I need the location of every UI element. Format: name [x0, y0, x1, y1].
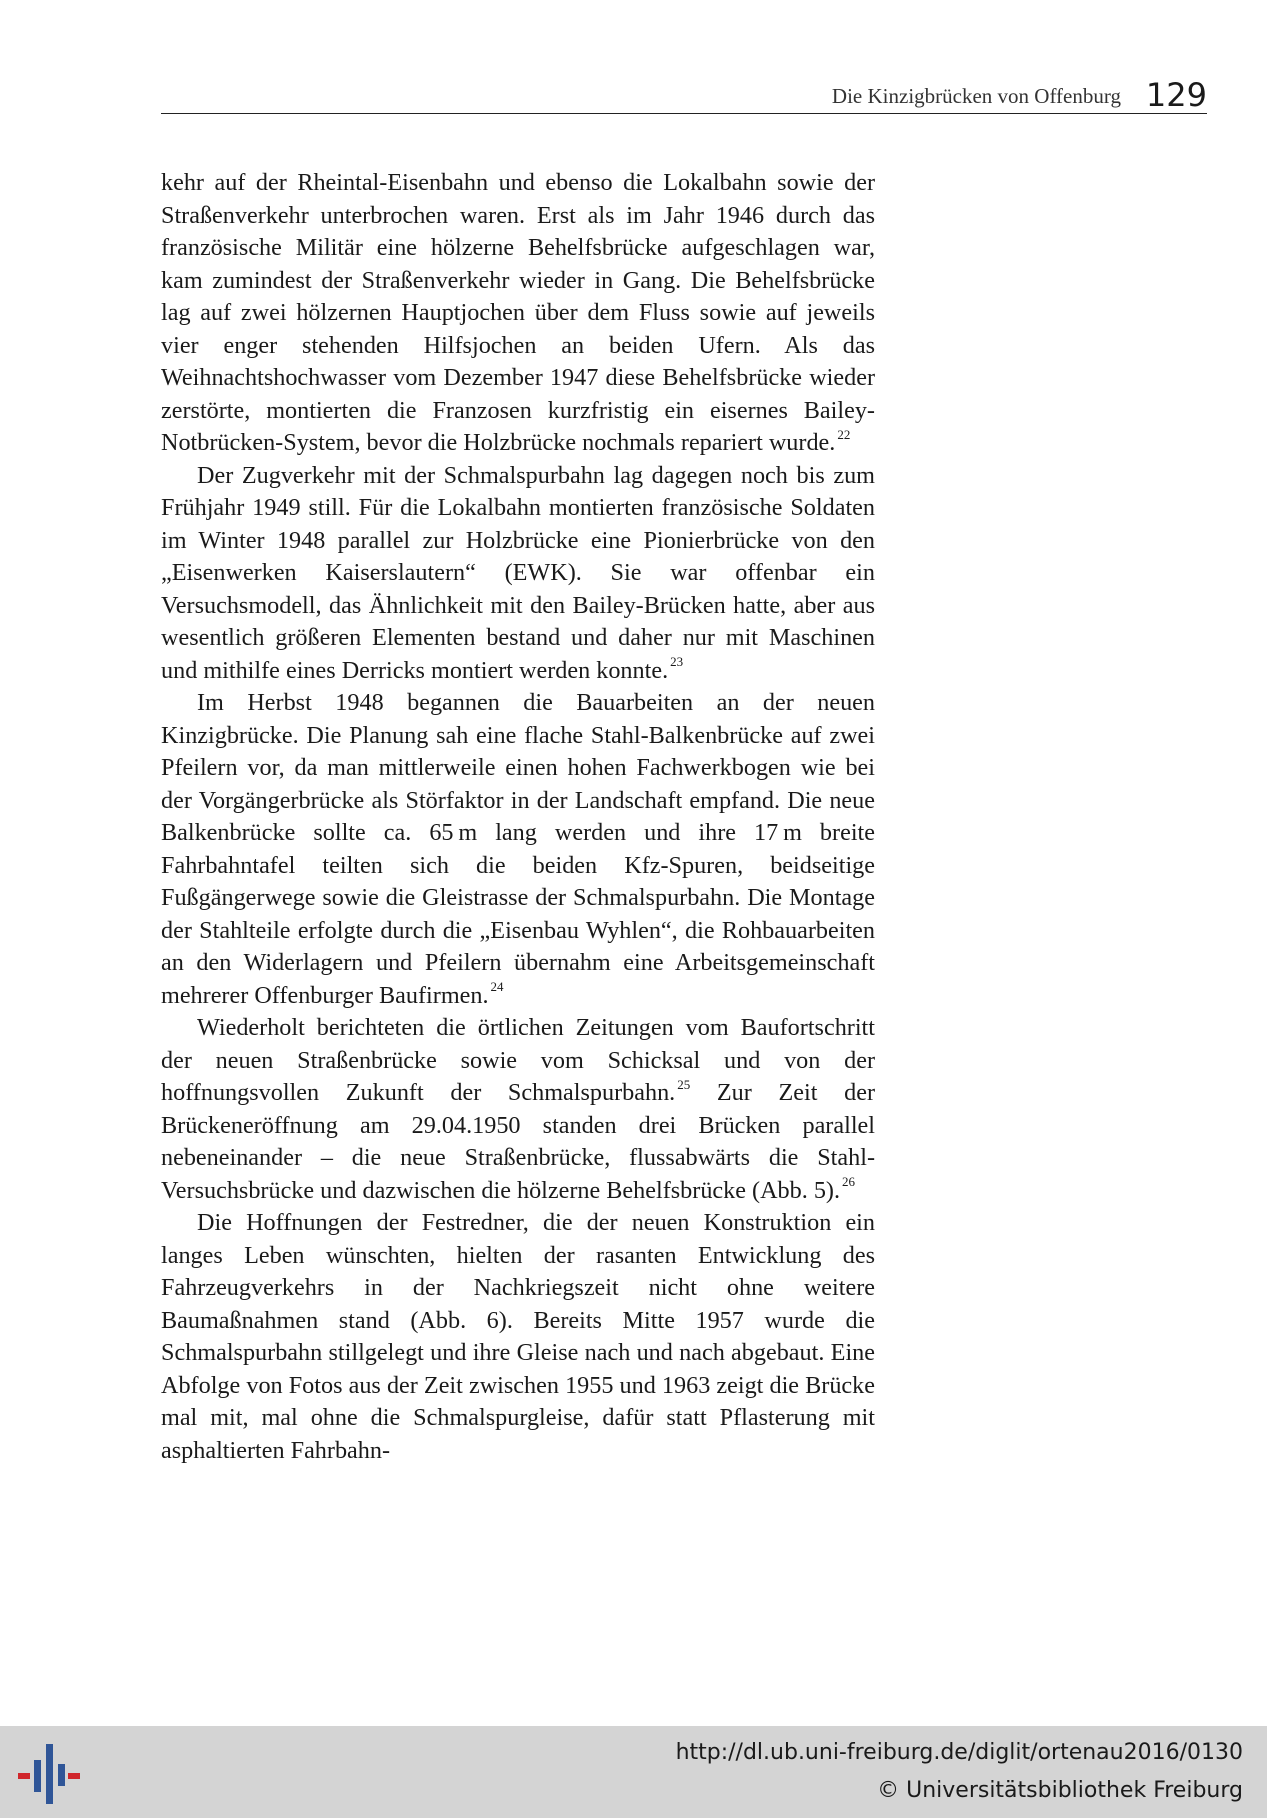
- running-header: [161, 78, 1207, 114]
- footnote-ref[interactable]: 24: [490, 979, 504, 995]
- paragraph-4: [161, 1012, 875, 1207]
- paragraph-text: kehr auf der Rheintal-Eisenbahn und ebenso die Lokalbahn sowie der Straßenverkehr unterbrochen waren. Erst als im Jahr 1946 durch das französische Militär eine hölzerne Behelfsbrücke aufgeschlagen war, kam zumindest der Straßenverkehr wieder in Gang. Die Behelfsbrücke lag auf zwei hölzernen Hauptjochen über dem Fluss sowie auf jeweils vier enger stehenden Hilfsjochen an beiden Ufern. Als das Weihnachtshochwasser vom Dezember 1947 diese Behelfsbrücke wieder zerstörte, montierten die Franzosen kurzfristig ein eisernes Bailey-Notbrücken-System, bevor die Holzbrücke nochmals repariert wurde.: [161, 169, 875, 456]
- paragraph-2: [161, 460, 875, 688]
- footer-copyright: © Universitätsbibliothek Freiburg: [877, 1778, 1243, 1803]
- paragraph-1: [161, 167, 875, 460]
- footnote-ref[interactable]: 25: [677, 1076, 691, 1092]
- paragraph-text: Der Zugverkehr mit der Schmalspurbahn lag dagegen noch bis zum Frühjahr 1949 still. Für die Lokalbahn montierten französische Soldaten im Winter 1948 parallel zur Holzbrücke eine Pionierbrücke von den „Eisenwerken Kaiserslautern“ (EWK). Sie war offenbar ein Versuchsmodell, das Ähnlichkeit mit den Bailey-Brücken hatte, aber aus wesentlich größeren Elementen bestand und daher nur mit Maschinen und mithilfe eines Derricks montiert werden konnte.: [161, 461, 875, 684]
- paragraph-text: Wiederholt berichteten die örtlichen Zeitungen vom Baufortschritt der neuen Straßenbrücke sowie vom Schicksal und von der hoffnungsvollen Zukunft der Schmalspurbahn.: [161, 1014, 875, 1106]
- footer-url-link[interactable]: http://dl.ub.uni-freiburg.de/diglit/ortenau2016/0130: [675, 1740, 1243, 1765]
- ub-freiburg-logo-icon[interactable]: [18, 1740, 80, 1808]
- paragraph-5: [161, 1207, 875, 1467]
- footnote-ref[interactable]: 26: [842, 1174, 856, 1190]
- body-text: [161, 167, 875, 1467]
- running-title: Die Kinzigbrücken von Offenburg: [831, 84, 1121, 108]
- paragraph-3: [161, 687, 875, 1012]
- paragraph-text: Im Herbst 1948 begannen die Bauarbeiten an der neuen Kinzigbrücke. Die Planung sah eine flache Stahl-Balkenbrücke auf zwei Pfeilern vor, da man mittlerweile einen hohen Fachwerkbogen wie bei der Vorgängerbrücke als Störfaktor in der Landschaft empfand. Die neue Balkenbrücke sollte ca. 65 m lang werden und ihre 17 m breite Fahrbahntafel teilten sich die beiden Kfz-Spuren, beidseitige Fußgängerwege sowie die Gleistrasse der Schmalspurbahn. Die Montage der Stahlteile erfolgte durch die „Eisenbau Wyhlen“, die Rohbauarbeiten an den Widerlagern und Pfeilern übernahm eine Arbeitsgemeinschaft mehrerer Offenburger Baufirmen.: [161, 689, 875, 1009]
- footnote-ref[interactable]: 23: [670, 654, 684, 670]
- footnote-ref[interactable]: 22: [837, 426, 851, 442]
- paragraph-text: Die Hoffnungen der Festredner, die der neuen Konstruktion ein langes Leben wünschten, hielten der rasanten Entwicklung des Fahrzeugverkehrs in der Nachkriegszeit nicht ohne weitere Baumaßnahmen stand (Abb. 6). Bereits Mitte 1957 wurde die Schmalspurbahn stillgelegt und ihre Gleise nach und nach abgebaut. Eine Abfolge von Fotos aus der Zeit zwischen 1955 und 1963 zeigt die Brücke mal mit, mal ohne die Schmalspurgleise, dafür statt Pflasterung mit asphaltierten Fahrbahn-: [161, 1209, 875, 1464]
- page-number: 129: [1145, 76, 1207, 114]
- paragraph-text: Zur Zeit der Brückeneröffnung am 29.04.1950 standen drei Brücken parallel nebeneinander – die neue Straßenbrücke, flussabwärts die Stahl-Versuchsbrücke und dazwischen die hölzerne Behelfsbrücke (Abb. 5).: [161, 1079, 875, 1204]
- footer-band: [0, 1726, 1267, 1818]
